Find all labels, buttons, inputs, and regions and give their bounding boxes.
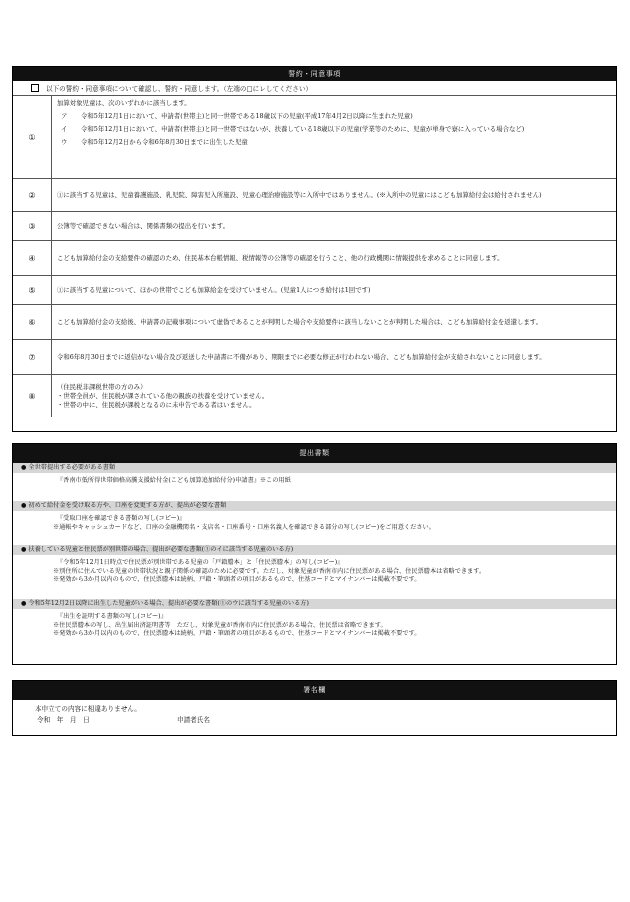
pledge-item xyxy=(13,339,616,374)
document-group-title: 初めて給付金を受け取る方や、口座を変更する方が、提出が必要な書類 xyxy=(28,502,227,509)
pledge-item xyxy=(13,178,616,211)
bullet-icon: ● xyxy=(21,600,27,607)
pledge-item-intro: 加算対象児童は、次のいずれかに該当します。 xyxy=(57,99,191,107)
signature-line xyxy=(13,714,616,724)
pledge-subitem xyxy=(57,112,610,121)
pledge-subitem-text: 令和5年12月1日において、申請者(世帯主)と同一世帯である18歳以下の児童(平成17年4月2日以降に生まれた児童) xyxy=(81,112,413,120)
pledge-item-number: ② xyxy=(13,179,52,211)
agree-text: 以下の誓約・同意事項について確認し、誓約・同意します。（左端の□にレしてください） xyxy=(46,85,313,93)
document-line: ※通帳やキャッシュカードなど、口座の金融機関名・支店名・口座番号・口座名義人を確認できる部分の写し(コピー)をご用意ください。 xyxy=(53,523,435,531)
documents-section xyxy=(12,443,617,665)
pledge-header: 誓約・同意事項 xyxy=(13,67,616,81)
bullet-icon: ● xyxy=(21,464,27,471)
document-line: ※発効から3か月以内のもので、住民票謄本は続柄、戸籍・筆頭者の項目があるもので、住基コードとマイナンバーは掲載不要です。 xyxy=(53,576,421,584)
pledge-subitem-text: 令和5年12月2日から令和6年8月30日までに出生した児童 xyxy=(81,138,248,146)
pledge-subitem-text: 令和5年12月1日において、申請者(世帯主)と同一世帯ではないが、扶養している18歳以下の児童(学業等のために、児童が単身で寮に入っている場合など) xyxy=(81,125,525,133)
pledge-item-text xyxy=(52,96,616,178)
pledge-subitem xyxy=(57,138,610,147)
pledge-subitem-label: ウ xyxy=(61,138,68,146)
bullet-icon: ● xyxy=(21,546,27,553)
pledge-item-text xyxy=(52,179,616,211)
document-group-header xyxy=(13,501,616,511)
pledge-item-body: 令和6年8月30日までに返信がない場合及び返送した申請書に不備があり、期限までに必要な修正が行われない場合、こども加算給付金が支給されないことに同意します。 xyxy=(57,352,546,361)
pledge-list xyxy=(13,95,616,417)
documents-list xyxy=(13,463,616,653)
pledge-item-number: ⑧ xyxy=(13,375,52,417)
pledge-item-number: ⑤ xyxy=(13,276,52,304)
document-line: ※別住所に住んでいる児童の世帯状況と親子関係の確認のために必要です。ただし、対象児童が香南市内に住民票がある場合、住民票謄本は省略できます。 xyxy=(53,567,486,575)
document-line: 『出生を証明する書類の写し(コピー)』 xyxy=(57,613,167,620)
pledge-item-number: ④ xyxy=(13,241,52,275)
pledge-item-body: 公簿等で確認できない場合は、関係書類の提出を行います。 xyxy=(57,221,230,230)
document-group-body xyxy=(13,609,616,653)
pledge-item-text xyxy=(52,241,616,275)
document-line: ※発効から3か月以内のもので、住民票謄本は続柄、戸籍・筆頭者の項目があるもので、住基コードとマイナンバーは掲載不要です。 xyxy=(53,630,421,638)
pledge-item xyxy=(13,275,616,304)
pledge-item-body: こども加算給付金の支給要件の確認のため、住民基本台帳情報、税情報等の公簿等の確認を行うこと、他の行政機関に情報提供を求めることに同意します。 xyxy=(57,253,504,262)
pledge-item-text xyxy=(52,305,616,339)
pledge-item-body: ①に該当する児童について、ほかの世帯でこども加算給金を受けていません。(児童1人につき給付は1回です) xyxy=(57,285,371,294)
pledge-item-text xyxy=(52,340,616,374)
signature-header: 署名欄 xyxy=(13,681,616,700)
date-label: 令和 年 月 日 xyxy=(37,716,90,724)
document-group-body xyxy=(13,555,616,599)
document-group-header xyxy=(13,545,616,555)
pledge-subitem xyxy=(57,125,610,134)
agree-row xyxy=(13,81,616,95)
pledge-item xyxy=(13,240,616,275)
pledge-item-text xyxy=(52,212,616,240)
pledge-item-text xyxy=(52,375,616,417)
document-group-body xyxy=(13,473,616,501)
signature-statement: 本申立ての内容に相違ありません。 xyxy=(35,705,141,713)
pledge-subitem-label: ア xyxy=(61,112,68,120)
document-line: ※住民票謄本の写し、出生届出済証明書等 ただし、対象児童が香南市内に住民票がある場合、住民票は省略できます。 xyxy=(53,621,387,629)
document-group-body xyxy=(13,511,616,545)
pledge-item-number: ③ xyxy=(13,212,52,240)
agree-checkbox[interactable] xyxy=(31,84,39,92)
pledge-item-line: （住民税非課税世帯の方のみ） xyxy=(57,382,147,391)
document-group-title: 令和5年12月2日以降に出生した児童がいる場合、提出が必要な書類(①のウに該当する児童のいる方) xyxy=(28,600,309,607)
document-group-header xyxy=(13,463,616,473)
pledge-item-line: ・世帯の中に、住民税が課税となるのに未申告である者はいません。 xyxy=(57,400,256,409)
pledge-item xyxy=(13,374,616,417)
documents-header: 提出書類 xyxy=(13,444,616,463)
pledge-item-number: ⑥ xyxy=(13,305,52,339)
document-line: 『受取口座を確認できる書類の写し(コピー)』 xyxy=(57,515,186,522)
document-group-header xyxy=(13,599,616,609)
pledge-item xyxy=(13,95,616,178)
pledge-subitem-label: イ xyxy=(61,125,68,133)
pledge-item-body: こども加算給付金の支給後、申請書の記載事項について虚偽であることが判明した場合や支給要件に該当しないことが判明した場合は、こども加算給付金を返還します。 xyxy=(57,317,543,326)
pledge-item-number: ① xyxy=(13,96,52,178)
pledge-item-body: ①に該当する児童は、児童養護施設、乳児院、障害児入所施設、児童心理治療施設等に入所中ではありません。(※入所中の児童にはこども加算給付金は給付されません) xyxy=(57,190,542,199)
pledge-item xyxy=(13,211,616,240)
document-line: 『香南市低所得世帯価格高騰支援給付金(こども加算追加給付分)申請書』※この用紙 xyxy=(57,477,291,484)
bullet-icon: ● xyxy=(21,502,27,509)
pledge-item-text xyxy=(52,276,616,304)
document-group-title: 全世帯提出する必要がある書類 xyxy=(28,464,116,471)
applicant-name-label: 申請者氏名 xyxy=(177,716,210,724)
pledge-section xyxy=(12,66,617,432)
document-group-title: 扶養している児童と住民票が別世帯の場合、提出が必要な書類(①のイに該当する児童のいる方) xyxy=(28,546,294,553)
document-line: 『令和5年12月1日時点で住民票が別世帯である児童の「戸籍謄本」と「住民票謄本」の写し(コピー)』 xyxy=(57,559,344,566)
pledge-item-number: ⑦ xyxy=(13,340,52,374)
pledge-item xyxy=(13,304,616,339)
signature-section xyxy=(12,680,617,736)
pledge-item-line: ・世帯全員が、住民税が課されている他の親族の扶養を受けていません。 xyxy=(57,391,269,400)
